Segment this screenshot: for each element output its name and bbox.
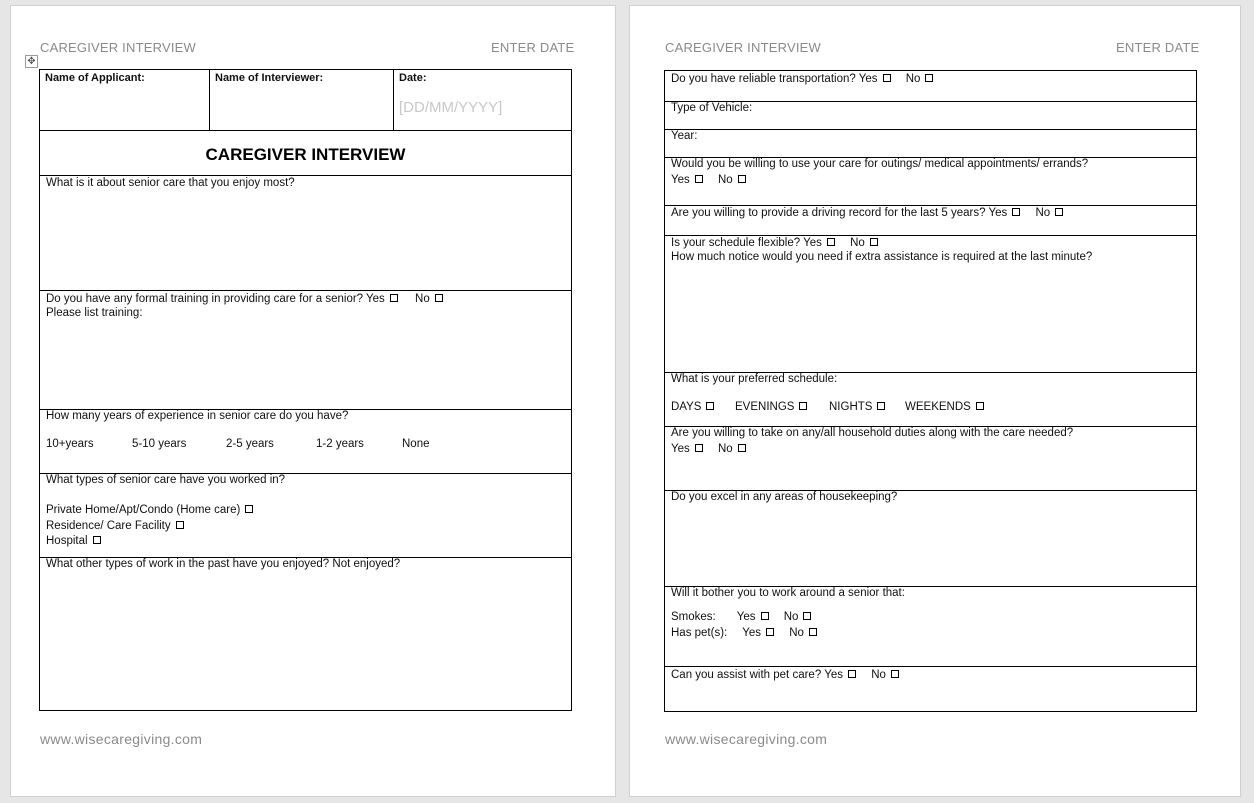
yes-label: Yes — [736, 611, 756, 623]
no-label: No — [717, 443, 733, 455]
document-page-1 — [11, 6, 615, 796]
smokes-label: Smokes: — [671, 611, 716, 623]
document-page-2 — [630, 6, 1240, 796]
pets-line — [671, 627, 817, 639]
no-label: No — [717, 174, 733, 186]
question-training — [46, 293, 443, 305]
question-household: Are you willing to take on any/all household duties along with the care needed? — [671, 427, 1074, 439]
enjoy-row[interactable] — [40, 175, 571, 290]
list-training-label: Please list training: — [46, 307, 143, 319]
question-petcare-text: Can you assist with pet care? — [671, 669, 822, 681]
no-checkbox[interactable] — [891, 670, 899, 678]
names-row — [40, 70, 571, 130]
cell-divider — [393, 70, 394, 130]
type-option-label: Private Home/Apt/Condo (Home care) — [46, 504, 241, 516]
no-checkbox[interactable] — [925, 74, 933, 82]
schedule-checkbox[interactable] — [976, 402, 984, 410]
type-option — [46, 535, 101, 547]
header-date[interactable]: ENTER DATE — [491, 40, 575, 55]
yes-label: Yes — [858, 73, 878, 85]
smokes-line — [671, 611, 811, 623]
yes-label: Yes — [671, 174, 690, 186]
schedule-option-label: WEEKENDS — [905, 401, 971, 413]
title-row — [40, 130, 571, 175]
cell-divider — [209, 70, 210, 130]
petcare-row — [665, 666, 1196, 711]
household-row — [665, 426, 1196, 490]
household-answers — [671, 443, 746, 455]
years-option[interactable]: 1-2 years — [316, 438, 364, 450]
no-label: No — [905, 73, 921, 85]
header-title[interactable]: CAREGIVER INTERVIEW — [40, 40, 196, 55]
no-label: No — [850, 237, 865, 249]
yes-checkbox[interactable] — [390, 294, 398, 302]
question-other-work: What other types of work in the past have you enjoyed? Not enjoyed? — [46, 558, 401, 570]
type-option-label: Residence/ Care Facility — [46, 520, 171, 532]
question-years: How many years of experience in senior care do you have? — [46, 410, 349, 422]
question-preferred: What is your preferred schedule: — [671, 373, 838, 385]
type-checkbox[interactable] — [245, 505, 253, 513]
applicant-label: Name of Applicant: — [45, 72, 145, 84]
yes-checkbox[interactable] — [883, 74, 891, 82]
type-checkbox[interactable] — [93, 536, 101, 544]
question-flexible-text: Is your schedule flexible? — [671, 237, 801, 249]
question-flexible — [671, 237, 878, 249]
housekeeping-row[interactable] — [665, 490, 1196, 586]
schedule-option — [829, 401, 885, 413]
years-row — [40, 409, 571, 473]
yes-checkbox[interactable] — [695, 175, 703, 183]
question-types: What types of senior care have you worked in? — [46, 474, 286, 486]
yes-checkbox[interactable] — [766, 628, 774, 636]
footer-website[interactable]: www.wisecaregiving.com — [40, 731, 203, 747]
yes-checkbox[interactable] — [695, 444, 703, 452]
yes-checkbox[interactable] — [827, 238, 835, 246]
no-label: No — [789, 627, 804, 639]
question-outings: Would you be willing to use your care for outings/ medical appointments/ errands? — [671, 158, 1089, 170]
vehicle-label: Type of Vehicle: — [671, 102, 753, 114]
no-checkbox[interactable] — [738, 444, 746, 452]
no-label: No — [871, 669, 886, 681]
yes-checkbox[interactable] — [848, 670, 856, 678]
footer-website[interactable]: www.wisecaregiving.com — [665, 731, 828, 747]
types-row — [40, 473, 571, 557]
question-training-text: Do you have any formal training in providing care for a senior? Yes — [46, 293, 385, 305]
question-bother: Will it bother you to work around a senior that: — [671, 587, 905, 599]
years-option[interactable]: None — [402, 438, 430, 450]
schedule-option — [671, 401, 714, 413]
question-petcare — [671, 669, 899, 681]
schedule-checkbox[interactable] — [877, 402, 885, 410]
no-label: No — [783, 611, 799, 623]
type-option-label: Hospital — [46, 535, 88, 547]
other-work-row[interactable] — [40, 557, 571, 710]
yes-checkbox[interactable] — [761, 612, 769, 620]
question-housekeeping: Do you excel in any areas of housekeeping? — [671, 491, 898, 503]
interview-form-page-1 — [39, 69, 572, 711]
yes-label: Yes — [824, 669, 843, 681]
type-option — [46, 520, 184, 532]
date-label: Date: — [399, 72, 427, 84]
year-label: Year: — [671, 130, 698, 142]
date-field[interactable]: [DD/MM/YYYY] — [399, 99, 503, 116]
schedule-checkbox[interactable] — [799, 402, 807, 410]
no-label: No — [415, 293, 430, 305]
schedule-option — [735, 401, 807, 413]
yes-label: Yes — [742, 627, 762, 639]
form-title: CAREGIVER INTERVIEW — [205, 145, 406, 164]
no-checkbox[interactable] — [870, 238, 878, 246]
pets-label: Has pet(s): — [671, 627, 728, 639]
yes-checkbox[interactable] — [1012, 208, 1020, 216]
question-notice: How much notice would you need if extra assistance is required at the last minute? — [671, 251, 1093, 263]
interview-form-page-2 — [664, 70, 1197, 712]
years-option[interactable]: 10+years — [46, 438, 94, 450]
question-transport-text: Do you have reliable transportation? — [671, 73, 856, 85]
question-transport — [671, 73, 933, 85]
question-driving-text: Are you willing to provide a driving record for the last 5 years? — [671, 207, 986, 219]
bother-row — [665, 586, 1196, 666]
header-title[interactable]: CAREGIVER INTERVIEW — [665, 40, 821, 55]
no-checkbox[interactable] — [738, 175, 746, 183]
no-label: No — [1035, 207, 1051, 219]
schedule-option-label: DAYS — [671, 401, 702, 413]
outings-row — [665, 157, 1196, 205]
yes-label: Yes — [671, 443, 690, 455]
years-option[interactable]: 2-5 years — [226, 438, 274, 450]
training-row[interactable] — [40, 290, 571, 409]
type-checkbox[interactable] — [176, 521, 184, 529]
no-checkbox[interactable] — [803, 612, 811, 620]
interviewer-label: Name of Interviewer: — [215, 72, 324, 84]
type-option — [46, 504, 253, 516]
no-checkbox[interactable] — [435, 294, 443, 302]
transport-row[interactable] — [665, 71, 1196, 101]
vehicle-row[interactable] — [665, 101, 1196, 129]
preferred-row — [665, 372, 1196, 426]
yes-label: Yes — [803, 237, 822, 249]
flexible-row[interactable] — [665, 235, 1196, 372]
outings-answers — [671, 174, 746, 186]
schedule-option-label: EVENINGS — [735, 401, 795, 413]
table-move-handle-icon[interactable]: ✥ — [25, 55, 38, 68]
no-checkbox[interactable] — [1055, 208, 1063, 216]
no-checkbox[interactable] — [809, 628, 817, 636]
header-date[interactable]: ENTER DATE — [1116, 40, 1200, 55]
years-option[interactable]: 5-10 years — [132, 438, 187, 450]
yes-label: Yes — [988, 207, 1008, 219]
question-driving — [671, 207, 1063, 219]
year-row[interactable] — [665, 129, 1196, 157]
question-enjoy: What is it about senior care that you enjoy most? — [46, 177, 295, 189]
driving-row — [665, 205, 1196, 235]
schedule-option-label: NIGHTS — [829, 401, 873, 413]
schedule-option — [905, 401, 984, 413]
schedule-checkbox[interactable] — [706, 402, 714, 410]
